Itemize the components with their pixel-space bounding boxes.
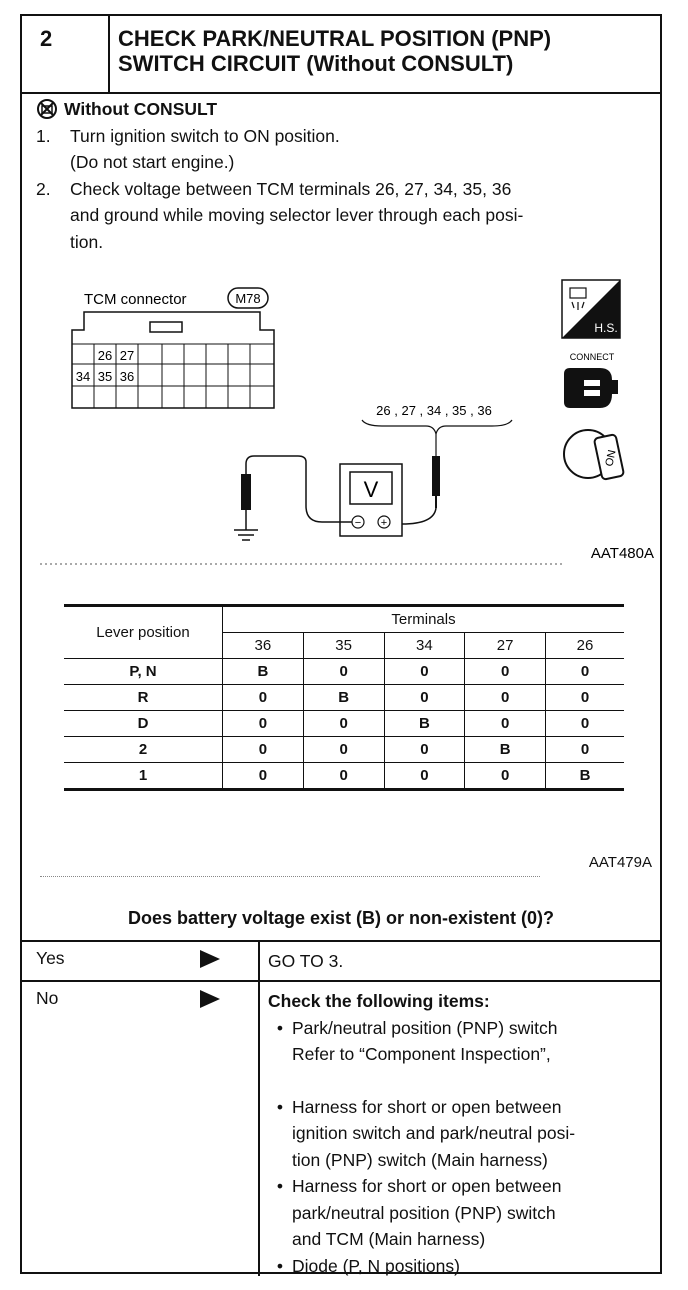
check-items-heading: Check the following items: <box>268 991 490 1011</box>
step-title-line2: SWITCH CIRCUIT (Without CONSULT) <box>118 51 514 76</box>
connector-diagram <box>22 16 660 576</box>
table-row <box>64 763 624 790</box>
value-cell: B <box>223 659 304 685</box>
value-cell: 0 <box>384 737 465 763</box>
meter-minus: − <box>354 517 362 529</box>
table-row <box>64 659 624 685</box>
terminal-header: 36 <box>223 633 304 659</box>
check-item: • Harness for short or open between ignition switch and park/neutral posi- tion (PNP) switch (Main harness) <box>268 1094 653 1174</box>
value-cell: 0 <box>546 737 625 763</box>
hs-icon <box>562 280 620 338</box>
ignition-key-on-icon <box>564 430 624 480</box>
value-cell: B <box>303 685 384 711</box>
divider <box>40 876 540 877</box>
ignition-key-label: ON <box>603 448 619 468</box>
terminal-header: 34 <box>384 633 465 659</box>
value-cell: 0 <box>303 711 384 737</box>
connector-id: M78 <box>235 291 261 306</box>
connect-icon <box>564 368 618 408</box>
step-2-line: tion. <box>70 231 104 252</box>
value-cell: 0 <box>223 711 304 737</box>
value-cell: 0 <box>303 659 384 685</box>
table-row <box>64 685 624 711</box>
step-1-number: 1. <box>36 125 51 146</box>
col-header-terminals: Terminals <box>223 606 625 633</box>
table-row <box>64 711 624 737</box>
pin-label: 26 <box>97 348 113 363</box>
terminal-voltage-table <box>64 604 624 791</box>
voltmeter <box>340 464 402 536</box>
lever-position-cell: R <box>64 685 223 711</box>
lever-position-cell: D <box>64 711 223 737</box>
pin-label: 35 <box>97 369 113 384</box>
value-cell: 0 <box>223 737 304 763</box>
pin-label: 27 <box>119 348 135 363</box>
value-cell: 0 <box>384 763 465 790</box>
terminal-header: 26 <box>546 633 625 659</box>
ground-symbol <box>234 530 258 540</box>
value-cell: 0 <box>546 685 625 711</box>
step-2-number: 2. <box>36 178 51 199</box>
value-cell: 0 <box>384 659 465 685</box>
table-row <box>64 737 624 763</box>
lever-position-cell: 2 <box>64 737 223 763</box>
value-cell: 0 <box>465 711 546 737</box>
connector-label: TCM connector <box>84 291 187 308</box>
check-item-line: park/neutral position (PNP) switch <box>292 1202 556 1223</box>
step-1-line: (Do not start engine.) <box>70 152 235 172</box>
check-item-line: Harness for short or open between <box>292 1096 562 1117</box>
step-1-line: Turn ignition switch to ON position. <box>70 125 340 146</box>
pin-label: 34 <box>75 369 91 384</box>
terminal-header: 27 <box>465 633 546 659</box>
check-item-line: Refer to “Component Inspection”, <box>292 1044 551 1064</box>
value-cell: 0 <box>303 737 384 763</box>
lever-position-cell: P, N <box>64 659 223 685</box>
terminal-callout: 26 , 27 , 34 , 35 , 36 <box>376 403 492 418</box>
value-cell: B <box>384 711 465 737</box>
table-code: AAT479A <box>588 854 652 871</box>
answer-no-result <box>268 988 653 1279</box>
col-header-lever-position: Lever position <box>64 606 223 659</box>
answer-yes-row <box>22 940 660 982</box>
value-cell: B <box>465 737 546 763</box>
value-cell: 0 <box>303 763 384 790</box>
value-cell: 0 <box>223 685 304 711</box>
check-item: • Diode (P, N positions) <box>268 1253 653 1280</box>
step-title-line1: CHECK PARK/NEUTRAL POSITION (PNP) <box>118 26 552 51</box>
question-text: Does battery voltage exist (B) or non-existent (0)? <box>127 908 555 928</box>
value-cell: 0 <box>546 711 625 737</box>
check-item-line: ignition switch and park/neutral posi- <box>292 1123 576 1143</box>
value-cell: 0 <box>465 659 546 685</box>
procedure-heading-text: Without CONSULT <box>64 99 218 119</box>
connect-icon-label: CONNECT <box>569 352 615 362</box>
check-item: • Park/neutral position (PNP) switch Refer to “Component Inspection”, <box>268 1015 653 1068</box>
probe-right <box>432 456 440 496</box>
step-number: 2 <box>22 16 110 92</box>
answer-no-row <box>22 980 660 1276</box>
procedure-card <box>20 14 662 1274</box>
check-item-line: Diode (P, N positions) <box>292 1255 460 1276</box>
lever-position-cell: 1 <box>64 763 223 790</box>
meter-label: V <box>363 477 379 502</box>
value-cell: B <box>546 763 625 790</box>
answer-yes-result: GO TO 3. <box>268 951 344 971</box>
hs-icon-label: H.S. <box>594 321 618 335</box>
figure-code: AAT480A <box>590 545 654 562</box>
probe-left <box>241 474 251 510</box>
step-2-line: Check voltage between TCM terminals 26, 27, 34, 35, 36 <box>70 178 512 199</box>
check-item-line: and TCM (Main harness) <box>292 1229 486 1249</box>
check-item: • Harness for short or open between park/neutral position (PNP) switch and TCM (Main harness) <box>268 1173 653 1253</box>
arrow-right-icon <box>200 950 220 968</box>
check-item-line: Park/neutral position (PNP) switch <box>292 1017 558 1038</box>
arrow-right-icon <box>200 990 220 1008</box>
check-item-line: tion (PNP) switch (Main harness) <box>292 1149 548 1170</box>
meter-plus: + <box>380 517 388 529</box>
value-cell: 0 <box>223 763 304 790</box>
value-cell: 0 <box>384 685 465 711</box>
terminal-header: 35 <box>303 633 384 659</box>
value-cell: 0 <box>546 659 625 685</box>
check-item-line: Harness for short or open between <box>292 1176 562 1196</box>
value-cell: 0 <box>465 763 546 790</box>
answer-no-label: No <box>36 988 59 1008</box>
value-cell: 0 <box>465 685 546 711</box>
answer-yes-label: Yes <box>36 948 65 968</box>
step-2-line: and ground while moving selector lever through each posi- <box>70 205 524 225</box>
pin-label: 36 <box>119 369 135 384</box>
